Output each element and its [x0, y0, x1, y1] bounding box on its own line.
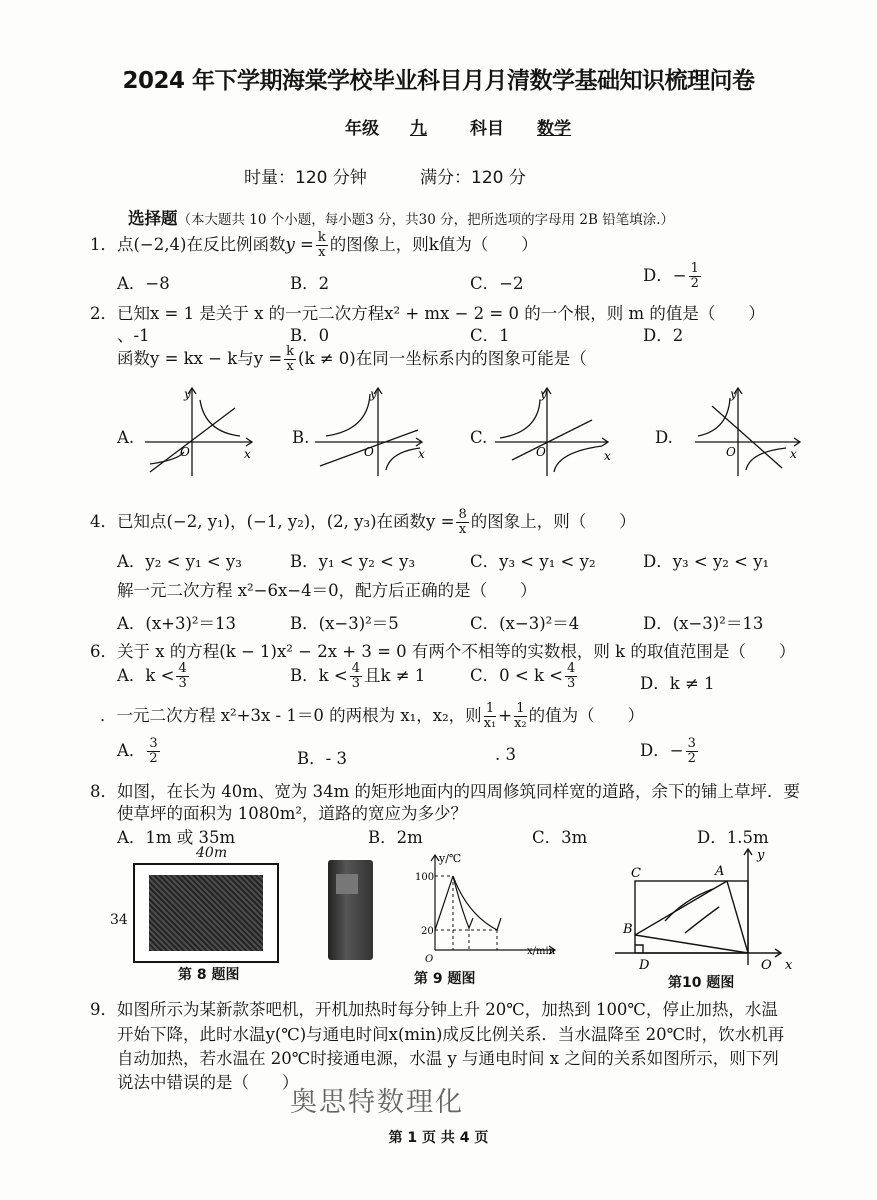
fig10-caption: 第10 题图: [668, 975, 735, 991]
q3-num: k: [286, 344, 295, 359]
y-label: y: [184, 387, 191, 401]
q6-optC-num: 4: [567, 661, 576, 676]
q4-option-c[interactable]: C．y₃ < y₁ < y₂: [470, 552, 596, 571]
q6-optA-frac: [176, 662, 188, 691]
fig9-tick-20: 20: [421, 926, 434, 937]
q3-den: x: [286, 359, 294, 374]
q1-optD-text: D．−: [643, 266, 687, 285]
q7-option-a[interactable]: [117, 737, 162, 766]
q6-optA-num: 4: [178, 661, 187, 676]
page-title: 2024 年下学期海棠学校毕业科目月月清数学基础知识梳理问卷: [122, 68, 755, 94]
q3-graph-b[interactable]: [310, 380, 430, 480]
q3-option-c-label[interactable]: C.: [470, 428, 488, 447]
q3-stem-a: 函数y = kx − k与y =: [117, 349, 283, 368]
q6-optC-text: C．0 < k <: [470, 666, 564, 685]
question-9-line-2: 开始下降，此时水温y(℃)与通电时间x(min)成反比例关系．当水温降至 20℃时，饮水机再: [117, 1025, 785, 1044]
x-label: x: [418, 447, 425, 461]
q1-option-c[interactable]: C．−2: [470, 274, 524, 293]
question-4-stem: [90, 508, 636, 537]
q7-f1-num: 1: [484, 702, 497, 717]
q1-optD-num: 1: [690, 261, 699, 276]
q3-fraction: [284, 345, 296, 374]
q7-plus: +: [498, 706, 513, 725]
q1-option-a[interactable]: A．−8: [117, 274, 170, 293]
q7-optD-num: 3: [687, 736, 696, 751]
q7-frac-2: [514, 702, 527, 731]
y-label: y: [730, 387, 737, 401]
y-label: y: [540, 387, 547, 401]
y-label: y: [370, 387, 377, 401]
question-3-stem: [117, 345, 587, 374]
q6-option-a[interactable]: [117, 662, 191, 691]
fig10-segment-ba: [635, 881, 727, 935]
x-label: x: [604, 449, 611, 463]
question-1-stem: [90, 231, 538, 260]
q6-optC-den: 3: [567, 676, 576, 691]
fig9-tick-100: 100: [415, 872, 435, 883]
fig10-fold-arc-2: [685, 907, 719, 933]
fig10-label-o: O: [761, 958, 772, 973]
q7-optD-frac: [686, 737, 698, 766]
q4-option-b[interactable]: B．y₁ < y₂ < y₃: [290, 552, 416, 571]
q1-optD-den: 2: [690, 276, 699, 291]
q7-optA-den: 2: [149, 751, 158, 766]
q6-option-b[interactable]: [290, 662, 425, 691]
q1-option-d[interactable]: [643, 262, 703, 291]
q2-option-d[interactable]: D．2: [643, 326, 684, 345]
q8-option-b[interactable]: B．2m: [368, 828, 423, 847]
q4-option-d[interactable]: D．y₃ < y₂ < y₁: [643, 552, 770, 571]
subject-label: 科目: [470, 119, 504, 139]
q4-den: x: [458, 522, 467, 537]
fig9-x-label: x/min: [527, 946, 556, 957]
fig10-right-angle: [635, 945, 643, 953]
q1-option-b[interactable]: B．2: [290, 274, 330, 293]
question-7-stem: [100, 702, 644, 731]
q7-f2-num: 1: [514, 702, 527, 717]
fig10-segment-ao: [727, 881, 748, 953]
fig10-label-x: x: [785, 958, 793, 973]
hyperbola-branch: [554, 446, 602, 472]
q7-option-d[interactable]: [640, 737, 700, 766]
origin-label: O: [180, 445, 190, 459]
question-8-line-2: 使草坪的面积为 1080m²，道路的宽应为多少？: [117, 804, 467, 823]
q7-optA-frac: [147, 737, 159, 766]
q8-option-d[interactable]: D．1.5m: [697, 828, 769, 847]
q3-stem-b: (k ≠ 0)在同一坐标系内的图象可能是（: [298, 349, 587, 368]
q6-optB-frac: [350, 662, 362, 691]
q7-f1-den: x₁: [483, 716, 497, 731]
line-graph: [512, 420, 592, 460]
fig9-cooling-curve: [453, 876, 497, 930]
grade-label: 年级: [345, 119, 379, 139]
grade-value: 九: [410, 119, 427, 139]
q5-option-d[interactable]: D．(x−3)²＝13: [643, 614, 764, 633]
q3-option-b-label[interactable]: B.: [292, 428, 310, 447]
origin-label: O: [536, 445, 546, 459]
q7-stem-a: ．一元二次方程 x²+3x - 1＝0 的两根为 x₁，x₂，则: [100, 706, 482, 725]
fig9-y-label: y/℃: [439, 852, 462, 865]
q7-optD-text: D．−: [640, 741, 684, 760]
question-9-line-3: 自动加热，若水温在 20℃时接通电源，水温 y 与通电时间 x 之间的关系如图所示，则下列: [117, 1049, 779, 1068]
subject-value: 数学: [537, 119, 571, 139]
fig10-segment-bo: [635, 935, 748, 953]
fig10-label-b: B: [623, 922, 633, 937]
fig9-caption: 第 9 题图: [414, 971, 476, 987]
q1-fraction: [316, 231, 328, 260]
fig8-rectangle: [133, 863, 279, 963]
q6-optB-cond: 且k ≠ 1: [363, 666, 426, 685]
q4-fraction: [456, 508, 468, 537]
fig8-side-label: 34: [110, 912, 128, 928]
q1-optD-frac: [689, 262, 701, 291]
question-2-stem: 2．已知x = 1 是关于 x 的一元二次方程x² + mx − 2 = 0 的一个根，则 m 的值是（ ）: [90, 304, 765, 323]
q6-optB-num: 4: [351, 661, 360, 676]
q5-option-a[interactable]: A．(x+3)²＝13: [117, 614, 237, 633]
q4-num: 8: [458, 507, 467, 522]
time-label: 时量：120 分钟: [244, 168, 367, 188]
q7-frac-1: [484, 702, 497, 731]
question-5-stem: 解一元二次方程 x²−6x−4＝0，配方后正确的是（ ）: [117, 581, 537, 600]
q2-option-a[interactable]: 、-1: [117, 326, 150, 345]
q8-option-c[interactable]: C．3m: [532, 828, 588, 847]
hyperbola-branch: [500, 400, 540, 438]
q7-option-c[interactable]: . 3: [495, 745, 516, 764]
x-label: x: [790, 447, 797, 461]
q3-graph-d[interactable]: [690, 380, 810, 480]
q3-option-d-label[interactable]: D.: [655, 428, 673, 447]
origin-label: O: [364, 445, 374, 459]
q6-optA-den: 3: [178, 676, 187, 691]
question-9-line-1: 9．如图所示为某新款茶吧机，开机加热时每分钟上升 20℃，加热到 100℃，停止加热，水温: [90, 1000, 778, 1019]
q7-optD-den: 2: [687, 751, 696, 766]
hyperbola-branch: [386, 448, 420, 470]
q7-optA-num: 3: [149, 736, 158, 751]
q7-f2-den: x₂: [514, 716, 527, 731]
hyperbola-branch: [326, 394, 370, 436]
q3-graph-a[interactable]: [140, 380, 260, 480]
q6-optB-den: 3: [351, 676, 360, 691]
q1-den: x: [318, 245, 326, 260]
q3-option-a-label[interactable]: A.: [117, 428, 135, 447]
q6-option-c[interactable]: [470, 662, 579, 691]
fig9-reheat-line: [497, 918, 501, 930]
fig9-heating-line: [435, 876, 453, 930]
q4-stem-b: 的图象上，则（ ）: [470, 512, 636, 531]
hyperbola-branch: [150, 452, 184, 464]
q1-func: y =: [285, 235, 314, 254]
line-graph: [712, 406, 782, 468]
question-6-stem: 6．关于 x 的方程(k − 1)x² − 2x + 3 = 0 有两个不相等的实数根，则 k 的取值范围是（ ）: [90, 642, 796, 661]
fig8-top-label: 40m: [196, 845, 228, 861]
origin-label: O: [726, 445, 736, 459]
q5-option-c[interactable]: C．(x−3)²＝4: [470, 614, 580, 633]
q6-option-d[interactable]: D．k ≠ 1: [640, 674, 715, 693]
q6-optA-text: A．k <: [117, 666, 175, 685]
fig9-chart: [415, 850, 565, 965]
q7-optA-text: A．: [117, 741, 146, 760]
q1-stem-a: 1．点(−2,4)在反比例函数: [90, 235, 286, 254]
fig10-rectangle: [635, 881, 748, 953]
q2-option-b[interactable]: B．0: [290, 326, 330, 345]
q1-num: k: [317, 230, 326, 245]
fig8-lawn: [149, 875, 263, 951]
q2-option-c[interactable]: C．1: [470, 326, 510, 345]
q7-option-b[interactable]: B．- 3: [297, 749, 347, 768]
q4-stem-a: 4．已知点(−2, y₁)，(−1, y₂)，(2, y₃)在函数y =: [90, 512, 455, 531]
x-label: x: [244, 447, 251, 461]
q7-stem-b: 的值为（ ）: [528, 706, 645, 725]
fig10-label-y: y: [757, 848, 765, 863]
fig9-origin: O: [425, 954, 434, 965]
fig10-label-a: A: [715, 864, 725, 879]
section-note: （本大题共 10 个小题，每小题3 分，共30 分，把所选项的字母用 2B 铅笔填涂.）: [177, 212, 674, 228]
q3-graph-c[interactable]: [490, 380, 615, 480]
tea-machine-image: [328, 860, 373, 960]
score-label: 满分：120 分: [420, 168, 526, 188]
q8-option-a[interactable]: A．1m 或 35m: [117, 828, 236, 847]
question-8-line-1: 8．如图，在长为 40m、宽为 34m 的矩形地面内的四周修筑同样宽的道路，余下的铺上草坪．要: [90, 782, 801, 801]
section-title: 选择题: [128, 209, 178, 228]
fig10-label-d: D: [639, 958, 650, 973]
q5-option-b[interactable]: B．(x−3)²＝5: [290, 614, 399, 633]
fig10-diagram: [615, 843, 795, 971]
q6-optC-frac: [565, 662, 577, 691]
question-9-line-4: 说法中错误的是（ ）: [117, 1073, 299, 1092]
tea-machine-panel: [336, 874, 358, 894]
q4-option-a[interactable]: A．y₂ < y₁ < y₃: [117, 552, 242, 571]
page-footer: 第 1 页 共 4 页: [388, 1130, 489, 1146]
fig8-caption: 第 8 题图: [178, 967, 240, 983]
watermark: 奥思特数理化: [290, 1087, 464, 1118]
q1-stem-b: 的图像上，则k值为（ ）: [329, 235, 538, 254]
section-header: [128, 205, 674, 229]
q6-optB-text: B．k <: [290, 666, 348, 685]
fig10-label-c: C: [631, 866, 641, 881]
